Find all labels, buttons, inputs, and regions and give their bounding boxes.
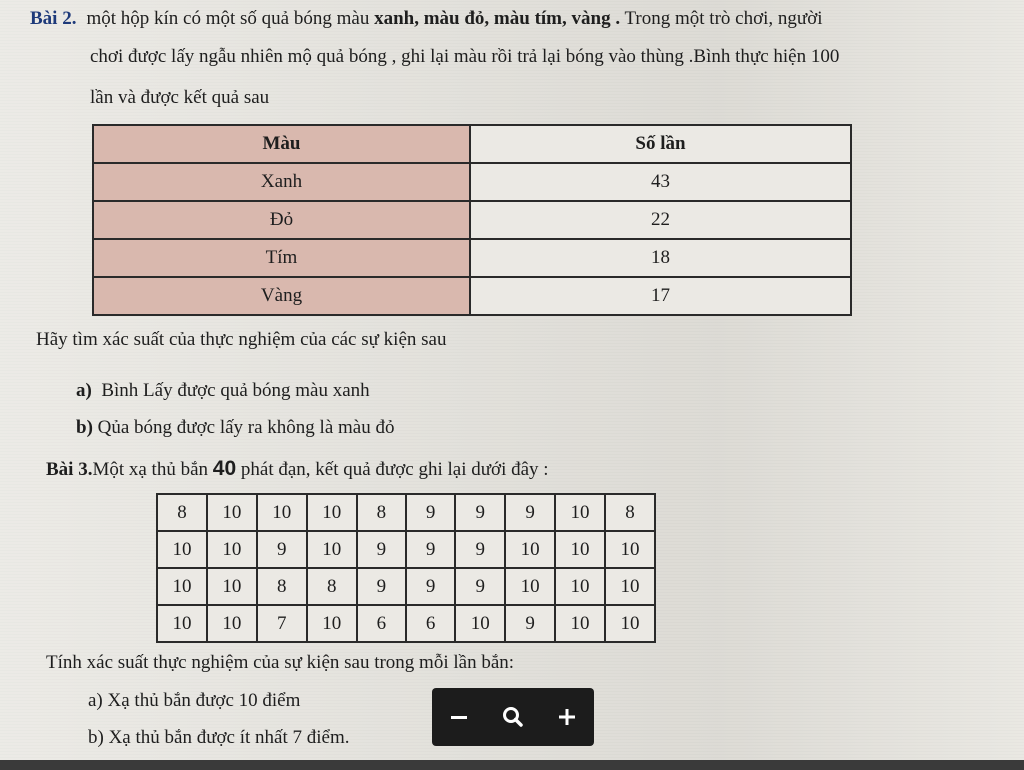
score-cell: 10	[307, 494, 357, 531]
score-cell: 10	[605, 568, 655, 605]
zoom-in-button[interactable]	[547, 697, 587, 737]
plus-icon	[556, 706, 578, 728]
score-cell: 9	[455, 494, 505, 531]
bai2-number: Bài 2.	[30, 8, 77, 29]
score-cell: 8	[157, 494, 207, 531]
score-cell: 10	[605, 605, 655, 642]
zoom-out-button[interactable]	[439, 697, 479, 737]
bai2-question: Hãy tìm xác suất của thực nghiệm của các sự kiện sau	[36, 329, 447, 350]
score-row	[157, 494, 655, 531]
score-cell: 10	[555, 568, 605, 605]
row-count: 22	[470, 201, 851, 239]
score-row	[157, 605, 655, 642]
bai2-line3: lần và được kết quả sau	[90, 87, 270, 108]
score-cell: 10	[555, 494, 605, 531]
score-cell: 10	[207, 531, 257, 568]
score-cell: 10	[605, 531, 655, 568]
score-row	[157, 531, 655, 568]
score-cell: 10	[505, 568, 555, 605]
score-cell: 9	[406, 494, 455, 531]
bai2-line1: Bài 2. một hộp kín có một số quả bóng màu xanh, màu đỏ, màu tím, vàng . Trong một trò chơi, người	[30, 8, 823, 29]
score-cell: 6	[357, 605, 406, 642]
score-cell: 10	[207, 605, 257, 642]
zoom-reset-button[interactable]	[493, 697, 533, 737]
table-row	[93, 239, 851, 277]
table-row	[93, 163, 851, 201]
score-cell: 8	[605, 494, 655, 531]
score-cell: 10	[207, 568, 257, 605]
score-cell: 9	[455, 568, 505, 605]
zoom-toolbar	[432, 688, 594, 746]
score-cell: 10	[505, 531, 555, 568]
table-header-row	[93, 125, 851, 163]
score-cell: 7	[257, 605, 307, 642]
score-cell: 10	[157, 531, 207, 568]
photo-bottom-edge	[0, 760, 1024, 770]
score-cell: 10	[307, 605, 357, 642]
row-count: 43	[470, 163, 851, 201]
score-cell: 10	[157, 605, 207, 642]
score-cell: 10	[555, 605, 605, 642]
score-cell: 9	[357, 531, 406, 568]
row-color: Đỏ	[93, 201, 470, 239]
header-color: Màu	[93, 125, 470, 163]
score-row	[157, 568, 655, 605]
score-cell: 8	[307, 568, 357, 605]
bai3-part-b: b) Xạ thủ bắn được ít nhất 7 điểm.	[88, 727, 350, 748]
bai2-part-b: b) Qủa bóng được lấy ra không là màu đỏ	[76, 417, 395, 438]
bai2-line2: chơi được lấy ngẫu nhiên mộ quả bóng , ghi lại màu rồi trả lại bóng vào thùng .Bình thực hiện 100	[90, 46, 840, 67]
header-count: Số lần	[470, 125, 851, 163]
table-row	[93, 277, 851, 315]
score-cell: 9	[406, 568, 455, 605]
score-cell: 9	[257, 531, 307, 568]
score-cell: 9	[455, 531, 505, 568]
score-cell: 8	[357, 494, 406, 531]
row-color: Tím	[93, 239, 470, 277]
score-cell: 9	[357, 568, 406, 605]
magnifier-icon	[501, 705, 525, 729]
row-color: Xanh	[93, 163, 470, 201]
score-cell: 10	[157, 568, 207, 605]
table-row	[93, 201, 851, 239]
score-cell: 10	[307, 531, 357, 568]
minus-icon	[448, 706, 470, 728]
bai3-heading: Bài 3.Một xạ thủ bắn 40 phát đạn, kết quả được ghi lại dưới đây :	[46, 457, 549, 480]
bai3-part-a: a) Xạ thủ bắn được 10 điểm	[88, 690, 301, 711]
score-cell: 9	[406, 531, 455, 568]
score-cell: 10	[455, 605, 505, 642]
score-cell: 8	[257, 568, 307, 605]
row-color: Vàng	[93, 277, 470, 315]
row-count: 18	[470, 239, 851, 277]
score-cell: 10	[555, 531, 605, 568]
score-cell: 9	[505, 605, 555, 642]
shooting-score-table	[156, 493, 656, 643]
score-cell: 9	[505, 494, 555, 531]
color-frequency-table	[92, 124, 852, 316]
row-count: 17	[470, 277, 851, 315]
score-cell: 10	[257, 494, 307, 531]
score-cell: 10	[207, 494, 257, 531]
bai3-question: Tính xác suất thực nghiệm của sự kiện sau trong mỗi lần bắn:	[46, 652, 515, 673]
bai2-part-a: a) Bình Lấy được quả bóng màu xanh	[76, 380, 370, 401]
score-cell: 6	[406, 605, 455, 642]
